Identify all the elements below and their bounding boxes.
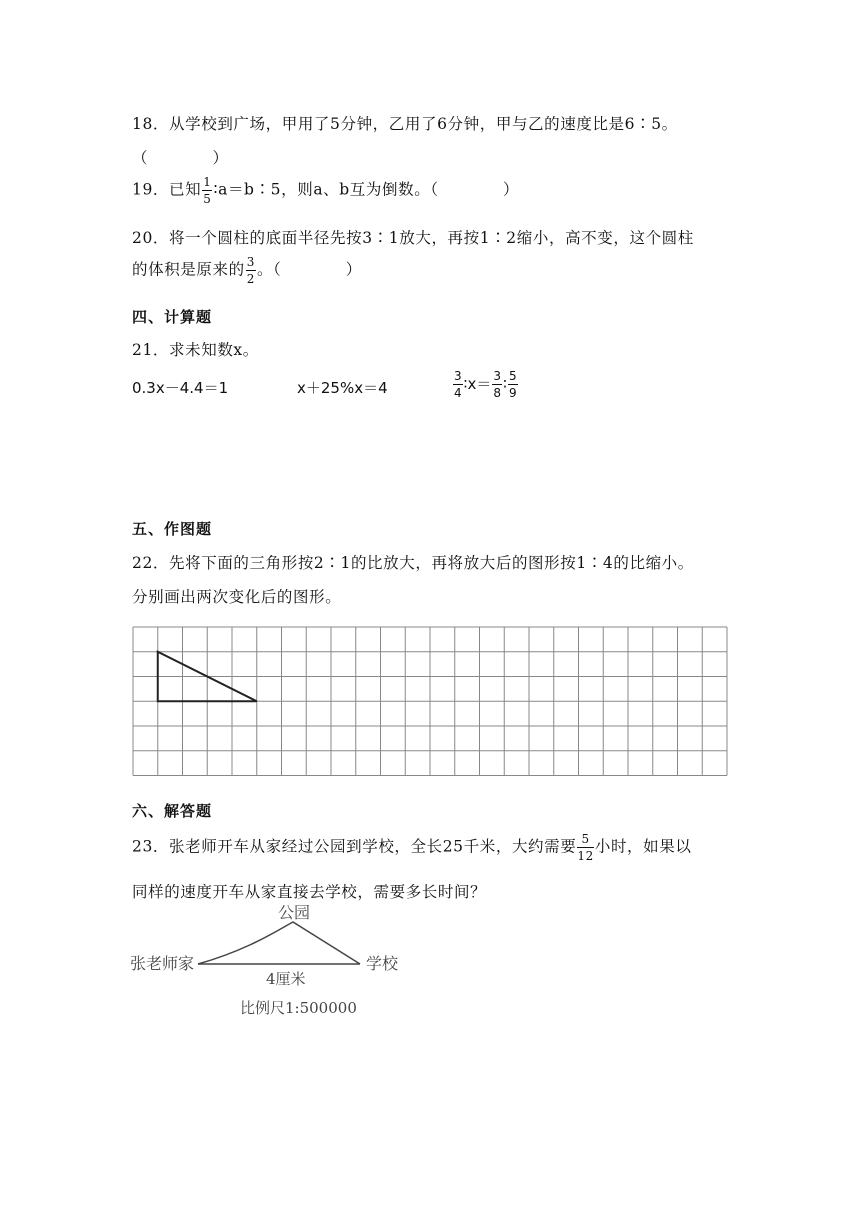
- fraction-denominator: 4: [454, 386, 462, 400]
- scale-label: 比例尺1:500000: [240, 999, 357, 1017]
- home-label: 张老师家: [130, 954, 195, 973]
- distance-label: 4厘米: [266, 970, 306, 988]
- fraction-denominator: 12: [577, 849, 594, 863]
- question-23-line-1: [132, 833, 691, 862]
- fraction: [246, 256, 256, 285]
- question-20-suffix: 。（ ）: [256, 260, 362, 279]
- section-5-heading: 五、作图题: [132, 520, 213, 538]
- question-23-suffix: 小时，如果以: [594, 837, 692, 856]
- question-22-line-1: 22．先将下面的三角形按2∶1的比放大，再将放大后的图形按1∶4的比缩小。: [132, 554, 694, 572]
- fraction: [453, 370, 463, 399]
- park-label: 公园: [278, 903, 311, 922]
- question-18: [132, 112, 678, 134]
- equation-3-separator: ∶: [503, 375, 507, 393]
- school-label: 学校: [366, 954, 399, 973]
- question-18-answer-blank[interactable]: [132, 146, 229, 168]
- equation-2: x＋25%x＝4: [297, 379, 388, 397]
- route-diagram: [128, 900, 428, 1020]
- equation-3: [452, 370, 519, 399]
- question-19-prefix: 19．已知: [132, 180, 202, 199]
- route-via-park: [198, 922, 360, 964]
- question-20-line-1: [132, 226, 694, 248]
- fraction-denominator: 8: [493, 386, 502, 400]
- question-19-suffix: ∶a＝b∶5，则a、b互为倒数。（ ）: [213, 180, 520, 199]
- question-20-text: 20．将一个圆柱的底面半径先按3∶1放大，再按1∶2缩小，高不变，这个圆柱: [132, 229, 694, 247]
- fraction-numerator: 3: [454, 369, 462, 383]
- question-20-line-2: [132, 256, 362, 285]
- fraction-numerator: 5: [508, 369, 517, 383]
- question-21: 21．求未知数x。: [132, 341, 259, 359]
- fraction: [577, 833, 593, 862]
- fraction-denominator: 2: [246, 272, 255, 286]
- fraction-denominator: 9: [508, 386, 517, 400]
- question-18-text: 18．从学校到广场，甲用了5分钟，乙用了6分钟，甲与乙的速度比是6∶5。: [132, 115, 678, 133]
- fraction-numerator: 3: [493, 369, 502, 383]
- question-20-prefix: 的体积是原来的: [132, 260, 245, 279]
- fraction: [202, 176, 212, 205]
- question-22-line-2: 分别画出两次变化后的图形。: [132, 588, 342, 606]
- answer-blank: （ ）: [132, 149, 229, 167]
- question-23-line-2: 同样的速度开车从家直接去学校，需要多长时间？: [132, 883, 487, 901]
- fraction-numerator: 3: [246, 255, 255, 269]
- section-4-heading: 四、计算题: [132, 308, 213, 326]
- section-6-heading: 六、解答题: [132, 802, 213, 820]
- fraction-numerator: 5: [577, 833, 593, 848]
- drawing-grid[interactable]: [130, 625, 730, 780]
- fraction-numerator: 1: [203, 175, 212, 189]
- fraction: [508, 370, 518, 399]
- fraction: [492, 370, 502, 399]
- equation-3-middle: ∶x＝: [463, 375, 492, 393]
- equation-1: 0.3x－4.4＝1: [132, 379, 229, 397]
- fraction-denominator: 5: [203, 192, 212, 206]
- question-19: [132, 176, 519, 205]
- question-23-prefix: 23．张老师开车从家经过公园到学校，全长25千米，大约需要: [132, 837, 577, 856]
